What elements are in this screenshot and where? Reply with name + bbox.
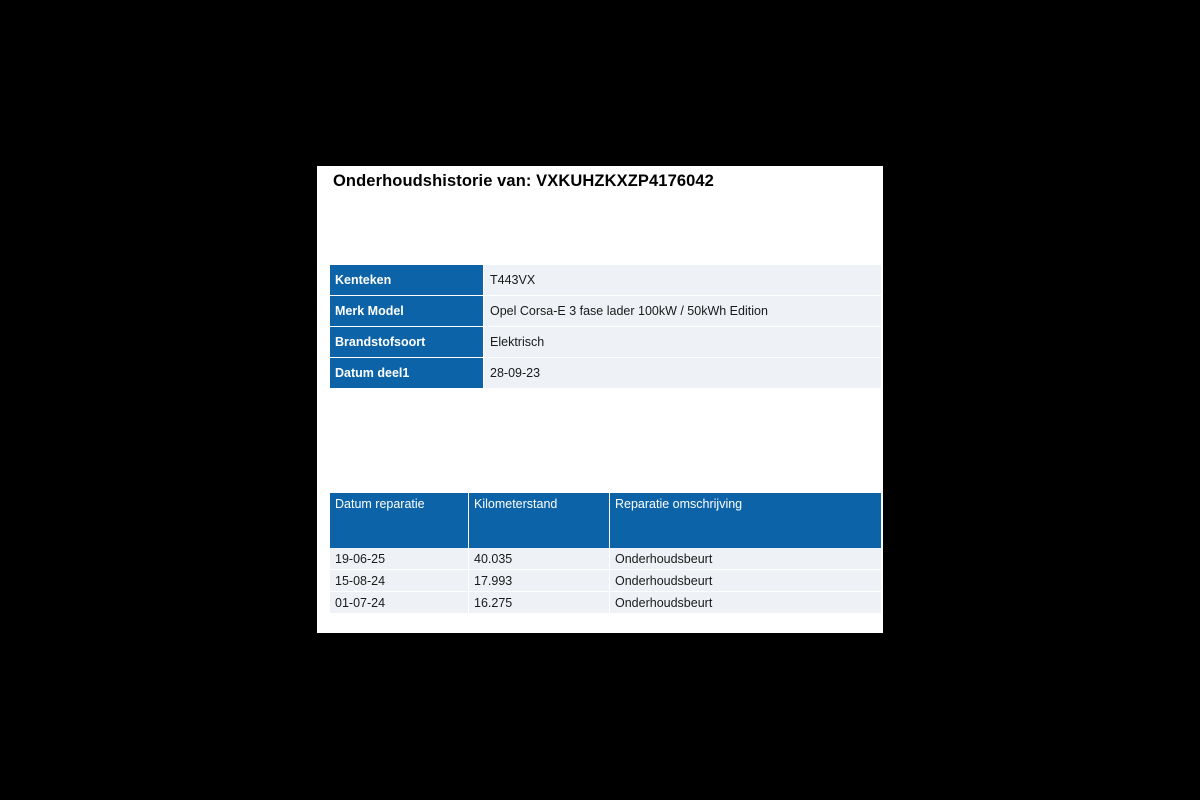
table-row [330, 570, 881, 592]
maintenance-history-document [317, 166, 883, 633]
table-row [330, 592, 881, 614]
cell-date: 19-06-25 [330, 548, 469, 570]
table-row [330, 327, 881, 358]
info-label-kenteken: Kenteken [330, 265, 484, 296]
info-label-brandstofsoort: Brandstofsoort [330, 327, 484, 358]
cell-description: Onderhoudsbeurt [610, 592, 882, 614]
cell-mileage: 40.035 [469, 548, 610, 570]
cell-date: 15-08-24 [330, 570, 469, 592]
column-header-reparatie-omschrijving: Reparatie omschrijving [610, 493, 882, 548]
table-row [330, 296, 881, 327]
cell-date: 01-07-24 [330, 592, 469, 614]
info-label-merk-model: Merk Model [330, 296, 484, 327]
cell-description: Onderhoudsbeurt [610, 548, 882, 570]
info-value-brandstofsoort: Elektrisch [484, 327, 882, 358]
table-row [330, 358, 881, 389]
info-value-kenteken: T443VX [484, 265, 882, 296]
repair-history-table [330, 493, 881, 614]
cell-mileage: 17.993 [469, 570, 610, 592]
column-header-datum-reparatie: Datum reparatie [330, 493, 469, 548]
vehicle-info-table [330, 264, 881, 389]
column-header-kilometerstand: Kilometerstand [469, 493, 610, 548]
table-row [330, 548, 881, 570]
table-header-row [330, 493, 881, 548]
info-label-datum-deel1: Datum deel1 [330, 358, 484, 389]
info-value-datum-deel1: 28-09-23 [484, 358, 882, 389]
cell-mileage: 16.275 [469, 592, 610, 614]
cell-description: Onderhoudsbeurt [610, 570, 882, 592]
info-value-merk-model: Opel Corsa-E 3 fase lader 100kW / 50kWh Edition [484, 296, 882, 327]
page-title: Onderhoudshistorie van: VXKUHZKXZP4176042 [333, 172, 714, 190]
table-row [330, 265, 881, 296]
